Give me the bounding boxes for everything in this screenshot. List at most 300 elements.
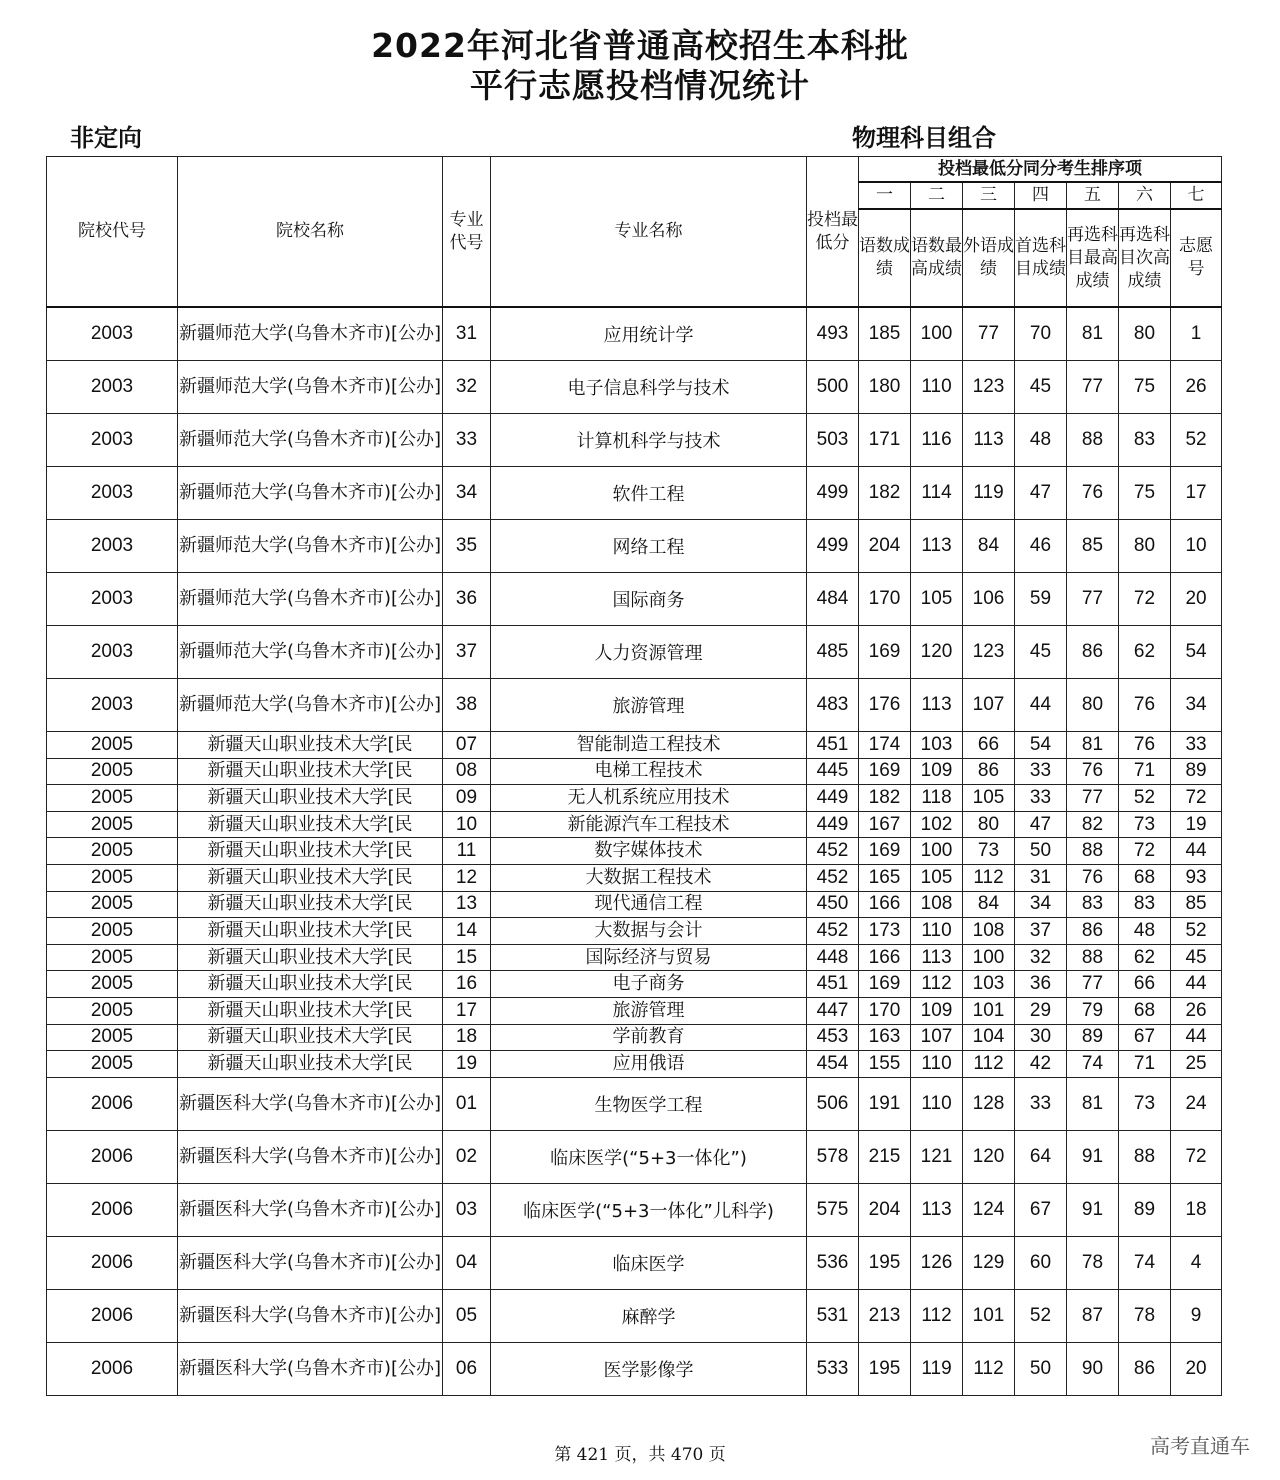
cell-second-subject-next: 66 <box>1119 971 1171 998</box>
cell-preference-number: 72 <box>1171 785 1222 812</box>
cell-min-score: 449 <box>807 811 859 838</box>
cell-school-name <box>178 811 443 838</box>
school-name-text: 新疆师范大学(乌鲁木齐市)[公办] <box>178 641 442 662</box>
cell-major-code: 12 <box>443 864 491 891</box>
cell-second-subject-next: 67 <box>1119 1024 1171 1051</box>
cell-second-subject-next: 80 <box>1119 307 1171 361</box>
cell-school-code: 2005 <box>47 838 178 865</box>
cell-min-score: 578 <box>807 1130 859 1183</box>
cell-preference-number: 4 <box>1171 1236 1222 1289</box>
table-row <box>47 626 1222 679</box>
cell-major-name: 临床医学(“5+3一体化”) <box>491 1130 807 1183</box>
cell-first-subject-score: 54 <box>1015 732 1067 759</box>
cell-foreign-lang-score: 112 <box>963 1342 1015 1395</box>
table-row <box>47 971 1222 998</box>
cell-preference-number: 18 <box>1171 1183 1222 1236</box>
cell-major-code: 10 <box>443 811 491 838</box>
cell-chinese-math-score: 195 <box>859 1342 911 1395</box>
header-tiebreak-column: 再选科目最高成绩 <box>1067 209 1119 307</box>
cell-second-subject-max: 87 <box>1067 1289 1119 1342</box>
school-name-text: 新疆医科大学(乌鲁木齐市)[公办] <box>178 1251 442 1273</box>
cell-foreign-lang-score: 119 <box>963 467 1015 520</box>
cell-chinese-math-score: 174 <box>859 732 911 759</box>
cell-chinese-math-max: 110 <box>911 918 963 945</box>
cell-school-code: 2003 <box>47 573 178 626</box>
school-name-text: 新疆师范大学(乌鲁木齐市)[公办] <box>178 482 442 503</box>
cell-major-code: 08 <box>443 758 491 785</box>
cell-first-subject-score: 44 <box>1015 679 1067 732</box>
cell-chinese-math-max: 118 <box>911 785 963 812</box>
cell-preference-number: 33 <box>1171 732 1222 759</box>
cell-chinese-math-max: 113 <box>911 520 963 573</box>
cell-second-subject-next: 72 <box>1119 838 1171 865</box>
cell-major-name: 计算机科学与技术 <box>491 414 807 467</box>
cell-chinese-math-score: 191 <box>859 1077 911 1130</box>
cell-preference-number: 54 <box>1171 626 1222 679</box>
cell-second-subject-next: 62 <box>1119 944 1171 971</box>
cell-major-name: 应用统计学 <box>491 307 807 361</box>
cell-second-subject-max: 82 <box>1067 811 1119 838</box>
cell-second-subject-max: 88 <box>1067 414 1119 467</box>
cell-first-subject-score: 30 <box>1015 1024 1067 1051</box>
cell-first-subject-score: 46 <box>1015 520 1067 573</box>
cell-chinese-math-max: 113 <box>911 1183 963 1236</box>
cell-major-code: 31 <box>443 307 491 361</box>
cell-chinese-math-max: 120 <box>911 626 963 679</box>
header-rank: 三 <box>963 182 1015 209</box>
cell-chinese-math-max: 112 <box>911 971 963 998</box>
cell-min-score: 575 <box>807 1183 859 1236</box>
cell-major-name: 智能制造工程技术 <box>491 732 807 759</box>
cell-min-score: 500 <box>807 361 859 414</box>
cell-preference-number: 20 <box>1171 573 1222 626</box>
cell-second-subject-max: 77 <box>1067 971 1119 998</box>
cell-school-name <box>178 732 443 759</box>
school-name-text: 新疆天山职业技术大学[民 <box>207 973 413 995</box>
cell-min-score: 499 <box>807 520 859 573</box>
cell-major-code: 14 <box>443 918 491 945</box>
header-major-name: 专业名称 <box>491 157 807 308</box>
cell-school-name <box>178 758 443 785</box>
cell-major-name: 生物医学工程 <box>491 1077 807 1130</box>
cell-preference-number: 1 <box>1171 307 1222 361</box>
table-row <box>47 414 1222 467</box>
cell-second-subject-max: 79 <box>1067 997 1119 1024</box>
cell-second-subject-max: 77 <box>1067 573 1119 626</box>
cell-preference-number: 89 <box>1171 758 1222 785</box>
cell-school-code: 2005 <box>47 1024 178 1051</box>
cell-chinese-math-max: 105 <box>911 573 963 626</box>
cell-major-code: 17 <box>443 997 491 1024</box>
cell-school-code: 2006 <box>47 1342 178 1395</box>
page-footer: 第 421 页，共 470 页 <box>554 1445 726 1465</box>
cell-major-name: 医学影像学 <box>491 1342 807 1395</box>
cell-school-code: 2003 <box>47 414 178 467</box>
cell-preference-number: 52 <box>1171 918 1222 945</box>
cell-major-name: 软件工程 <box>491 467 807 520</box>
cell-major-name: 临床医学(“5+3一体化”儿科学) <box>491 1183 807 1236</box>
cell-school-code: 2005 <box>47 785 178 812</box>
cell-major-name: 国际商务 <box>491 573 807 626</box>
cell-first-subject-score: 52 <box>1015 1289 1067 1342</box>
cell-major-code: 19 <box>443 1051 491 1078</box>
school-name-text: 新疆天山职业技术大学[民 <box>207 760 413 782</box>
school-name-text: 新疆天山职业技术大学[民 <box>207 786 413 808</box>
cell-major-name: 现代通信工程 <box>491 891 807 918</box>
cell-major-name: 电梯工程技术 <box>491 758 807 785</box>
cell-second-subject-next: 72 <box>1119 573 1171 626</box>
cell-preference-number: 26 <box>1171 361 1222 414</box>
cell-school-code: 2005 <box>47 997 178 1024</box>
cell-second-subject-next: 76 <box>1119 732 1171 759</box>
cell-second-subject-next: 75 <box>1119 467 1171 520</box>
cell-foreign-lang-score: 112 <box>963 1051 1015 1078</box>
cell-second-subject-next: 83 <box>1119 414 1171 467</box>
cell-min-score: 445 <box>807 758 859 785</box>
cell-major-name: 网络工程 <box>491 520 807 573</box>
cell-major-name: 数字媒体技术 <box>491 838 807 865</box>
cell-first-subject-score: 50 <box>1015 838 1067 865</box>
cell-preference-number: 25 <box>1171 1051 1222 1078</box>
table-row <box>47 1183 1222 1236</box>
cell-second-subject-next: 73 <box>1119 811 1171 838</box>
cell-preference-number: 45 <box>1171 944 1222 971</box>
cell-school-code: 2005 <box>47 891 178 918</box>
cell-chinese-math-score: 180 <box>859 361 911 414</box>
cell-first-subject-score: 34 <box>1015 891 1067 918</box>
cell-chinese-math-score: 182 <box>859 785 911 812</box>
cell-chinese-math-score: 165 <box>859 864 911 891</box>
cell-school-name <box>178 918 443 945</box>
header-rank: 七 <box>1171 182 1222 209</box>
table-row <box>47 1289 1222 1342</box>
cell-second-subject-next: 68 <box>1119 864 1171 891</box>
cell-second-subject-max: 86 <box>1067 918 1119 945</box>
cell-school-code: 2006 <box>47 1236 178 1289</box>
cell-preference-number: 52 <box>1171 414 1222 467</box>
cell-second-subject-max: 86 <box>1067 626 1119 679</box>
cell-second-subject-max: 81 <box>1067 1077 1119 1130</box>
table-row <box>47 811 1222 838</box>
cell-school-name <box>178 971 443 998</box>
header-rank: 五 <box>1067 182 1119 209</box>
cell-school-name <box>178 1342 443 1395</box>
school-name-text: 新疆医科大学(乌鲁木齐市)[公办] <box>178 1198 442 1220</box>
cell-major-code: 35 <box>443 520 491 573</box>
cell-min-score: 451 <box>807 732 859 759</box>
cell-major-code: 32 <box>443 361 491 414</box>
cell-preference-number: 19 <box>1171 811 1222 838</box>
cell-first-subject-score: 47 <box>1015 811 1067 838</box>
header-tiebreak-column: 志愿号 <box>1171 209 1222 307</box>
cell-school-code: 2005 <box>47 1051 178 1078</box>
school-name-text: 新疆天山职业技术大学[民 <box>207 893 413 915</box>
cell-chinese-math-max: 121 <box>911 1130 963 1183</box>
cell-min-score: 450 <box>807 891 859 918</box>
cell-major-name: 电子信息科学与技术 <box>491 361 807 414</box>
cell-school-name <box>178 626 443 679</box>
cell-second-subject-next: 62 <box>1119 626 1171 679</box>
cell-major-code: 09 <box>443 785 491 812</box>
cell-second-subject-max: 81 <box>1067 307 1119 361</box>
cell-chinese-math-score: 163 <box>859 1024 911 1051</box>
cell-chinese-math-max: 108 <box>911 891 963 918</box>
table-row <box>47 758 1222 785</box>
cell-major-code: 15 <box>443 944 491 971</box>
cell-chinese-math-score: 204 <box>859 1183 911 1236</box>
cell-first-subject-score: 64 <box>1015 1130 1067 1183</box>
school-name-text: 新疆天山职业技术大学[民 <box>207 919 413 941</box>
cell-chinese-math-max: 105 <box>911 864 963 891</box>
header-tiebreak-column: 语数成绩 <box>859 209 911 307</box>
cell-school-name <box>178 679 443 732</box>
cell-school-name <box>178 997 443 1024</box>
cell-preference-number: 17 <box>1171 467 1222 520</box>
header-rank: 四 <box>1015 182 1067 209</box>
cell-min-score: 448 <box>807 944 859 971</box>
cell-major-name: 无人机系统应用技术 <box>491 785 807 812</box>
cell-second-subject-max: 78 <box>1067 1236 1119 1289</box>
cell-school-name <box>178 1051 443 1078</box>
cell-min-score: 452 <box>807 918 859 945</box>
cell-preference-number: 20 <box>1171 1342 1222 1395</box>
table-row <box>47 1342 1222 1395</box>
cell-second-subject-max: 81 <box>1067 732 1119 759</box>
cell-foreign-lang-score: 104 <box>963 1024 1015 1051</box>
cell-first-subject-score: 45 <box>1015 361 1067 414</box>
cell-min-score: 447 <box>807 997 859 1024</box>
cell-preference-number: 44 <box>1171 971 1222 998</box>
cell-preference-number: 10 <box>1171 520 1222 573</box>
cell-second-subject-next: 76 <box>1119 679 1171 732</box>
cell-school-name <box>178 573 443 626</box>
cell-preference-number: 44 <box>1171 838 1222 865</box>
table-row <box>47 785 1222 812</box>
cell-school-code: 2005 <box>47 918 178 945</box>
cell-school-code: 2005 <box>47 864 178 891</box>
cell-second-subject-max: 80 <box>1067 679 1119 732</box>
cell-min-score: 453 <box>807 1024 859 1051</box>
cell-preference-number: 85 <box>1171 891 1222 918</box>
cell-first-subject-score: 70 <box>1015 307 1067 361</box>
cell-foreign-lang-score: 123 <box>963 361 1015 414</box>
cell-second-subject-max: 88 <box>1067 838 1119 865</box>
cell-major-name: 学前教育 <box>491 1024 807 1051</box>
cell-foreign-lang-score: 73 <box>963 838 1015 865</box>
cell-school-code: 2003 <box>47 520 178 573</box>
school-name-text: 新疆医科大学(乌鲁木齐市)[公办] <box>178 1304 442 1326</box>
cell-chinese-math-max: 110 <box>911 1051 963 1078</box>
school-name-text: 新疆师范大学(乌鲁木齐市)[公办] <box>178 323 442 344</box>
cell-major-code: 07 <box>443 732 491 759</box>
cell-chinese-math-score: 166 <box>859 891 911 918</box>
cell-major-code: 34 <box>443 467 491 520</box>
cell-school-code: 2003 <box>47 679 178 732</box>
table-row <box>47 891 1222 918</box>
table-row <box>47 1077 1222 1130</box>
cell-chinese-math-max: 110 <box>911 1077 963 1130</box>
cell-major-code: 11 <box>443 838 491 865</box>
cell-foreign-lang-score: 84 <box>963 891 1015 918</box>
cell-min-score: 536 <box>807 1236 859 1289</box>
header-tiebreak-column: 首选科目成绩 <box>1015 209 1067 307</box>
cell-second-subject-next: 88 <box>1119 1130 1171 1183</box>
cell-foreign-lang-score: 80 <box>963 811 1015 838</box>
cell-first-subject-score: 29 <box>1015 997 1067 1024</box>
cell-min-score: 533 <box>807 1342 859 1395</box>
cell-major-code: 16 <box>443 971 491 998</box>
cell-chinese-math-max: 113 <box>911 944 963 971</box>
cell-min-score: 484 <box>807 573 859 626</box>
cell-first-subject-score: 45 <box>1015 626 1067 679</box>
cell-first-subject-score: 33 <box>1015 758 1067 785</box>
cell-min-score: 531 <box>807 1289 859 1342</box>
school-name-text: 新疆医科大学(乌鲁木齐市)[公办] <box>178 1357 442 1379</box>
cell-preference-number: 72 <box>1171 1130 1222 1183</box>
cell-school-name <box>178 467 443 520</box>
cell-major-name: 国际经济与贸易 <box>491 944 807 971</box>
cell-school-name <box>178 1289 443 1342</box>
cell-min-score: 499 <box>807 467 859 520</box>
school-name-text: 新疆师范大学(乌鲁木齐市)[公办] <box>178 694 442 715</box>
cell-chinese-math-max: 109 <box>911 758 963 785</box>
cell-school-code: 2005 <box>47 732 178 759</box>
school-name-text: 新疆天山职业技术大学[民 <box>207 1026 413 1048</box>
cell-min-score: 493 <box>807 307 859 361</box>
school-name-text: 新疆医科大学(乌鲁木齐市)[公办] <box>178 1145 442 1167</box>
cell-chinese-math-score: 169 <box>859 758 911 785</box>
table-row <box>47 997 1222 1024</box>
cell-second-subject-next: 74 <box>1119 1236 1171 1289</box>
cell-chinese-math-score: 171 <box>859 414 911 467</box>
page-subtitle: 平行志愿投档情况统计 <box>470 66 810 105</box>
cell-chinese-math-max: 113 <box>911 679 963 732</box>
cell-major-name: 旅游管理 <box>491 679 807 732</box>
school-name-text: 新疆天山职业技术大学[民 <box>207 1052 413 1074</box>
school-name-text: 新疆天山职业技术大学[民 <box>207 733 413 755</box>
cell-min-score: 454 <box>807 1051 859 1078</box>
page-title: 2022年河北省普通高校招生本科批 <box>371 26 909 65</box>
cell-second-subject-max: 91 <box>1067 1183 1119 1236</box>
cell-first-subject-score: 42 <box>1015 1051 1067 1078</box>
cell-chinese-math-score: 166 <box>859 944 911 971</box>
header-major-code: 专业代号 <box>443 157 491 308</box>
cell-second-subject-next: 89 <box>1119 1183 1171 1236</box>
cell-school-code: 2003 <box>47 626 178 679</box>
cell-second-subject-next: 73 <box>1119 1077 1171 1130</box>
cell-second-subject-max: 83 <box>1067 891 1119 918</box>
header-rank: 六 <box>1119 182 1171 209</box>
cell-min-score: 503 <box>807 414 859 467</box>
table-row <box>47 838 1222 865</box>
subject-combination-label: 物理科目组合 <box>852 124 996 152</box>
cell-foreign-lang-score: 128 <box>963 1077 1015 1130</box>
cell-second-subject-next: 78 <box>1119 1289 1171 1342</box>
cell-second-subject-next: 71 <box>1119 1051 1171 1078</box>
cell-major-name: 麻醉学 <box>491 1289 807 1342</box>
cell-school-name <box>178 1024 443 1051</box>
cell-preference-number: 24 <box>1171 1077 1222 1130</box>
cell-school-name <box>178 520 443 573</box>
cell-school-name <box>178 864 443 891</box>
cell-school-name <box>178 1183 443 1236</box>
cell-foreign-lang-score: 86 <box>963 758 1015 785</box>
cell-second-subject-max: 77 <box>1067 361 1119 414</box>
cell-chinese-math-score: 170 <box>859 997 911 1024</box>
cell-school-code: 2003 <box>47 307 178 361</box>
cell-chinese-math-score: 173 <box>859 918 911 945</box>
cell-chinese-math-score: 155 <box>859 1051 911 1078</box>
cell-chinese-math-max: 103 <box>911 732 963 759</box>
school-name-text: 新疆天山职业技术大学[民 <box>207 866 413 888</box>
cell-chinese-math-score: 169 <box>859 838 911 865</box>
cell-chinese-math-max: 102 <box>911 811 963 838</box>
school-name-text: 新疆师范大学(乌鲁木齐市)[公办] <box>178 376 442 397</box>
cell-min-score: 452 <box>807 838 859 865</box>
cell-min-score: 483 <box>807 679 859 732</box>
school-name-text: 新疆师范大学(乌鲁木齐市)[公办] <box>178 535 442 556</box>
table-row <box>47 467 1222 520</box>
cell-major-code: 13 <box>443 891 491 918</box>
cell-school-code: 2005 <box>47 971 178 998</box>
school-name-text: 新疆医科大学(乌鲁木齐市)[公办] <box>178 1092 442 1114</box>
cell-second-subject-next: 83 <box>1119 891 1171 918</box>
cell-first-subject-score: 33 <box>1015 1077 1067 1130</box>
cell-second-subject-max: 76 <box>1067 467 1119 520</box>
cell-second-subject-next: 86 <box>1119 1342 1171 1395</box>
cell-school-code: 2006 <box>47 1289 178 1342</box>
school-name-text: 新疆师范大学(乌鲁木齐市)[公办] <box>178 429 442 450</box>
cell-foreign-lang-score: 124 <box>963 1183 1015 1236</box>
cell-second-subject-max: 76 <box>1067 864 1119 891</box>
cell-chinese-math-score: 169 <box>859 626 911 679</box>
cell-chinese-math-max: 110 <box>911 361 963 414</box>
cell-foreign-lang-score: 84 <box>963 520 1015 573</box>
cell-chinese-math-score: 195 <box>859 1236 911 1289</box>
cell-school-code: 2005 <box>47 944 178 971</box>
cell-major-code: 03 <box>443 1183 491 1236</box>
cell-foreign-lang-score: 112 <box>963 864 1015 891</box>
cell-foreign-lang-score: 66 <box>963 732 1015 759</box>
cell-chinese-math-score: 176 <box>859 679 911 732</box>
cell-foreign-lang-score: 105 <box>963 785 1015 812</box>
cell-min-score: 452 <box>807 864 859 891</box>
cell-major-code: 01 <box>443 1077 491 1130</box>
cell-chinese-math-score: 204 <box>859 520 911 573</box>
cell-school-name <box>178 1130 443 1183</box>
cell-chinese-math-score: 213 <box>859 1289 911 1342</box>
cell-second-subject-max: 90 <box>1067 1342 1119 1395</box>
cell-chinese-math-max: 116 <box>911 414 963 467</box>
cell-major-code: 38 <box>443 679 491 732</box>
table-row <box>47 1130 1222 1183</box>
cell-second-subject-max: 77 <box>1067 785 1119 812</box>
cell-foreign-lang-score: 123 <box>963 626 1015 679</box>
school-name-text: 新疆天山职业技术大学[民 <box>207 946 413 968</box>
table-row <box>47 864 1222 891</box>
table-row <box>47 1051 1222 1078</box>
table-row <box>47 573 1222 626</box>
cell-second-subject-max: 74 <box>1067 1051 1119 1078</box>
cell-major-name: 电子商务 <box>491 971 807 998</box>
school-name-text: 新疆天山职业技术大学[民 <box>207 813 413 835</box>
cell-chinese-math-max: 126 <box>911 1236 963 1289</box>
cell-school-name <box>178 307 443 361</box>
cell-major-name: 应用俄语 <box>491 1051 807 1078</box>
cell-school-name <box>178 361 443 414</box>
admission-table <box>46 156 1222 1396</box>
cell-first-subject-score: 31 <box>1015 864 1067 891</box>
